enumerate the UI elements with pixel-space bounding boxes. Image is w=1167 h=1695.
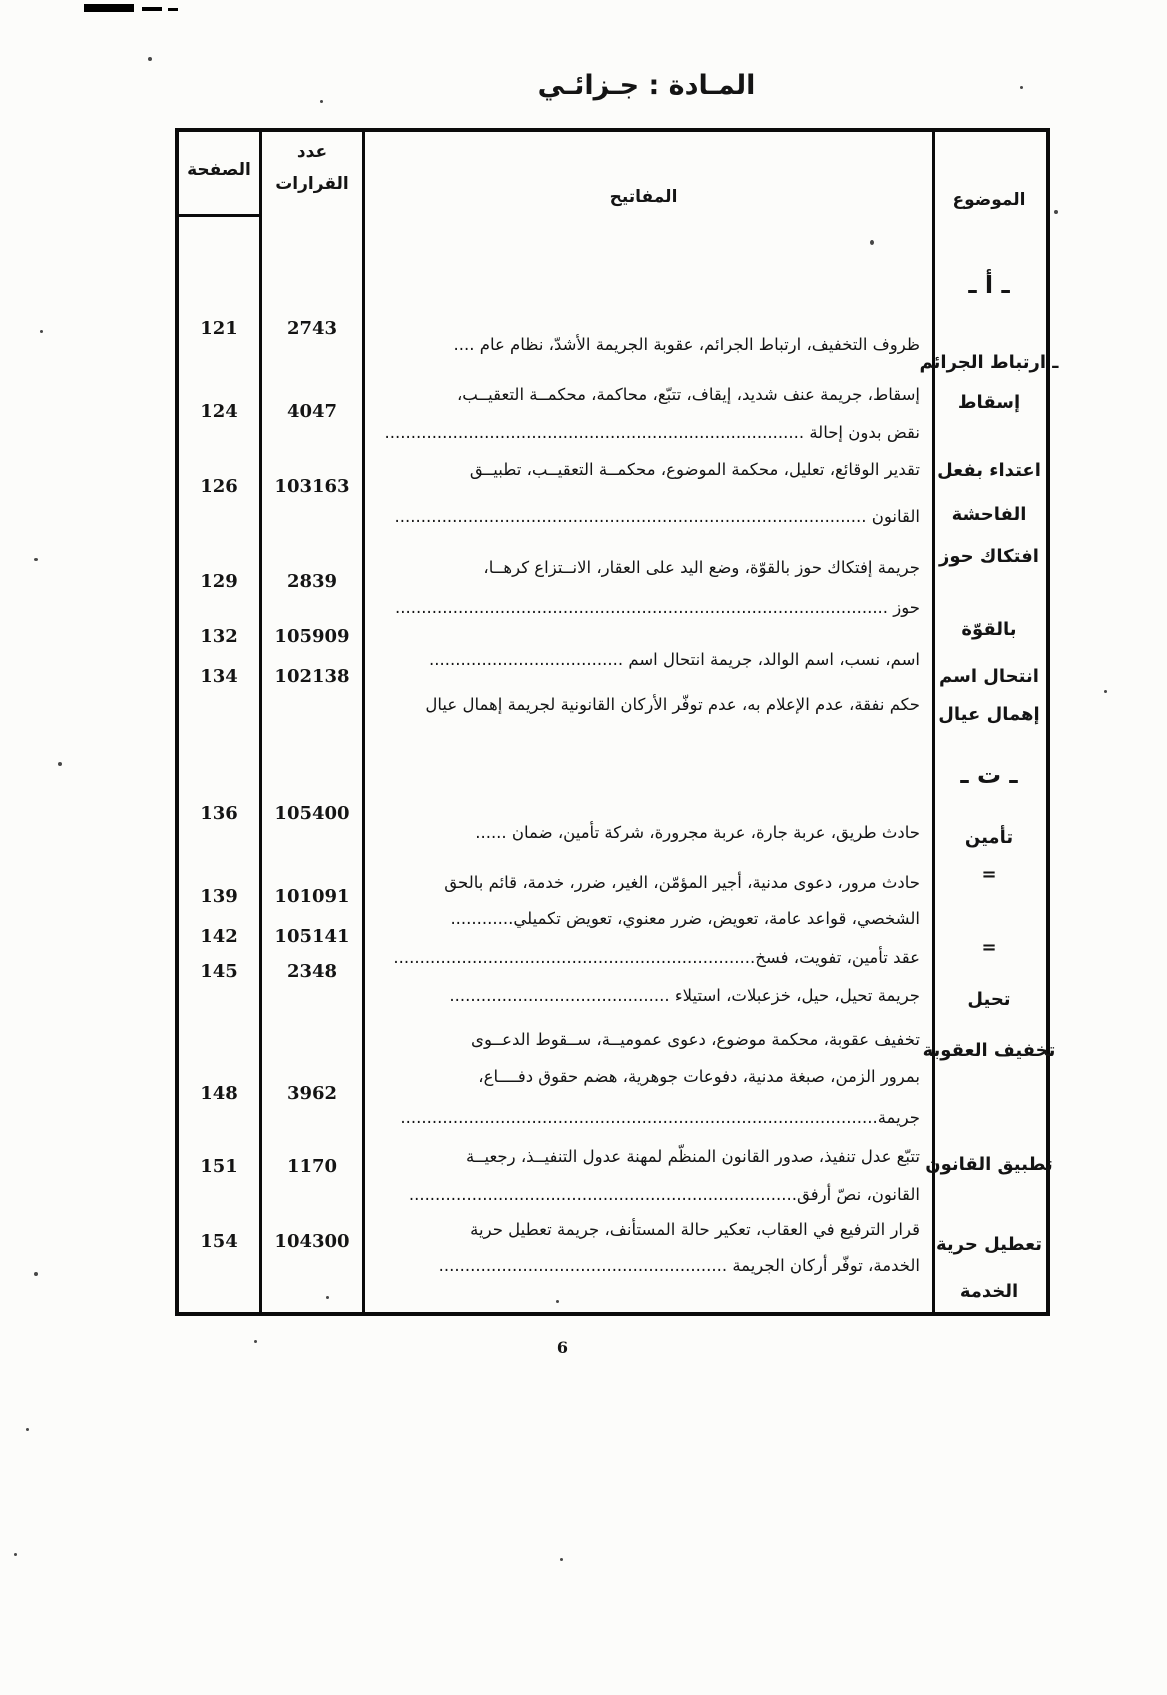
keys-line: جريمة........................................................................................... bbox=[400, 1108, 920, 1127]
scan-speck bbox=[556, 1300, 559, 1303]
decisions-cell: 4047 bbox=[286, 401, 338, 422]
subject-label: تطبيق القانون bbox=[925, 1154, 1053, 1175]
keys-line: تتبّع عدل تنفيذ، صدور القانون المنظّم لمهنة عدول التنفيــذ، رجعيــة bbox=[465, 1147, 920, 1166]
scan-speck bbox=[34, 1272, 38, 1276]
keys-line: تقدير الوقائع، تعليل، محكمة الموضوع، محكمــة التعقيــب، تطبيــق bbox=[469, 460, 920, 479]
scan-speck bbox=[148, 57, 152, 61]
page-cell: 139 bbox=[200, 886, 238, 907]
keys-line: القانون .......................................................................................... bbox=[394, 507, 920, 526]
subject-label: إسقاط bbox=[957, 392, 1021, 413]
page-cell: 148 bbox=[200, 1083, 238, 1104]
page-number: 6 bbox=[556, 1338, 569, 1357]
subject-label: الخدمة bbox=[959, 1281, 1019, 1302]
page-title: المـادة : جـزائـي bbox=[537, 70, 756, 101]
keys-line: ظروف التخفيف، ارتباط الجرائم، عقوبة الجريمة الأشدّ، نظام عام .... bbox=[453, 335, 920, 354]
page-cell: 134 bbox=[200, 666, 238, 687]
page-cell: 136 bbox=[200, 803, 238, 824]
keys-line: اسم، نسب، اسم الوالد، جريمة انتحال اسم ..................................... bbox=[429, 650, 920, 669]
page-cell: 154 bbox=[200, 1231, 238, 1252]
column-divider-subject bbox=[932, 132, 935, 1312]
keys-line: حادث طريق، عربة جارة، عربة مجرورة، شركة تأمين، ضمان ...... bbox=[475, 823, 920, 842]
column-divider-decisions bbox=[362, 132, 365, 1312]
subject-label: تخفيف العقوبة bbox=[922, 1040, 1056, 1061]
subject-label: تأمين bbox=[964, 827, 1014, 848]
keys-line: نقض بدون إحالة ................................................................................ bbox=[384, 423, 920, 442]
decisions-cell: 2743 bbox=[286, 318, 338, 339]
header-decisions-line2: القرارات bbox=[275, 174, 349, 194]
keys-line: جريمة تحيل، حيل، خزعبلات، استيلاء .......................................... bbox=[449, 986, 920, 1005]
keys-line: حادث مرور، دعوى مدنية، أجير المؤمّن، الغير، ضرر، خدمة، قائم بالحق bbox=[444, 873, 920, 892]
keys-line: الشخصي، قواعد عامة، تعويض، ضرر معنوي، تعويض تكميلي............ bbox=[450, 909, 920, 928]
subject-label: ـ ارتباط الجرائم bbox=[919, 352, 1059, 373]
decisions-cell: 103163 bbox=[274, 476, 350, 497]
page-cell: 121 bbox=[200, 318, 238, 339]
decisions-cell: 105909 bbox=[274, 626, 350, 647]
subject-label: تعطيل حرية bbox=[936, 1234, 1042, 1255]
subject-label: الفاحشة bbox=[951, 504, 1027, 525]
decisions-cell: 2839 bbox=[286, 571, 338, 592]
keys-line: بمرور الزمن، صبغة مدنية، دفوعات جوهرية، هضم حقوق دفــــاع، bbox=[478, 1067, 920, 1086]
page-cell: 151 bbox=[200, 1156, 238, 1177]
scan-speck bbox=[26, 1428, 29, 1431]
scan-artifact bbox=[168, 8, 178, 11]
keys-line: تخفيف عقوبة، محكمة موضوع، دعوى عموميــة، ســقوط الدعــوى bbox=[471, 1030, 920, 1049]
decisions-cell: 2348 bbox=[286, 961, 338, 982]
scan-speck bbox=[560, 1558, 563, 1561]
page-cell: 145 bbox=[200, 961, 238, 982]
scan-speck bbox=[326, 1296, 329, 1299]
page-cell: 126 bbox=[200, 476, 238, 497]
scan-artifact bbox=[84, 4, 134, 12]
decisions-cell: 101091 bbox=[274, 886, 350, 907]
decisions-cell: 102138 bbox=[274, 666, 350, 687]
scan-speck bbox=[1020, 86, 1023, 89]
keys-line: حكم نفقة، عدم الإعلام به، عدم توفّر الأركان القانونية لجريمة إهمال عيال bbox=[425, 695, 920, 714]
scan-speck bbox=[320, 100, 323, 103]
scan-artifact bbox=[142, 7, 162, 11]
decisions-cell: 105400 bbox=[274, 803, 350, 824]
decisions-cell: 1170 bbox=[286, 1156, 338, 1177]
subject-label: بالقوّة bbox=[961, 619, 1017, 640]
keys-line: جريمة إفتكاك حوز بالقوّة، وضع اليد على العقار، الانــتزاع كرهــا، bbox=[483, 558, 920, 577]
index-table bbox=[175, 128, 1059, 1316]
scan-speck bbox=[34, 558, 38, 561]
scan-speck bbox=[58, 762, 62, 766]
subject-label: انتحال اسم bbox=[939, 666, 1039, 687]
decisions-cell: 104300 bbox=[274, 1231, 350, 1252]
keys-line: الخدمة، توفّر أركان الجريمة ....................................................... bbox=[438, 1256, 920, 1275]
keys-line: القانون، نصّ أرفق.......................................................................... bbox=[408, 1185, 920, 1204]
subject-label: = bbox=[981, 864, 997, 885]
keys-line: إسقاط، جريمة عنف شديد، إيقاف، تتبّع، محاكمة، محكمــة التعقيــب، bbox=[456, 385, 920, 404]
section-marker: ـ ت ـ bbox=[960, 761, 1018, 789]
scan-speck bbox=[14, 1553, 17, 1556]
section-marker: ـ أ ـ bbox=[968, 271, 1010, 299]
keys-line: حوز .............................................................................................. bbox=[395, 598, 920, 617]
header-page: الصفحة bbox=[187, 160, 251, 180]
header-keys: المفاتيح bbox=[609, 187, 678, 207]
scan-speck bbox=[1054, 210, 1058, 214]
page-cell: 142 bbox=[200, 926, 238, 947]
subject-label: افتكاك حوز bbox=[939, 546, 1039, 567]
keys-line: عقد تأمين، تفويت، فسخ..................................................................... bbox=[393, 948, 920, 967]
scan-speck bbox=[1104, 690, 1107, 693]
subject-label: تحيل bbox=[967, 989, 1011, 1010]
scan-speck bbox=[870, 240, 874, 245]
keys-line: قرار الترفيع في العقاب، تعكير حالة المستأنف، جريمة تعطيل حرية bbox=[470, 1220, 920, 1239]
header-subject: الموضوع bbox=[952, 190, 1026, 210]
scan-speck bbox=[40, 330, 43, 333]
page-cell: 132 bbox=[200, 626, 238, 647]
page-header-underline bbox=[179, 214, 259, 217]
page-cell: 129 bbox=[200, 571, 238, 592]
column-divider-page bbox=[259, 132, 262, 1312]
decisions-cell: 105141 bbox=[274, 926, 350, 947]
header-decisions-line1: عدد bbox=[296, 142, 328, 162]
subject-label: = bbox=[981, 937, 997, 958]
decisions-cell: 3962 bbox=[286, 1083, 338, 1104]
subject-label: إهمال عيال bbox=[938, 704, 1040, 725]
scan-speck bbox=[254, 1340, 257, 1343]
page-cell: 124 bbox=[200, 401, 238, 422]
subject-label: اعتداء بفعل bbox=[937, 460, 1041, 481]
